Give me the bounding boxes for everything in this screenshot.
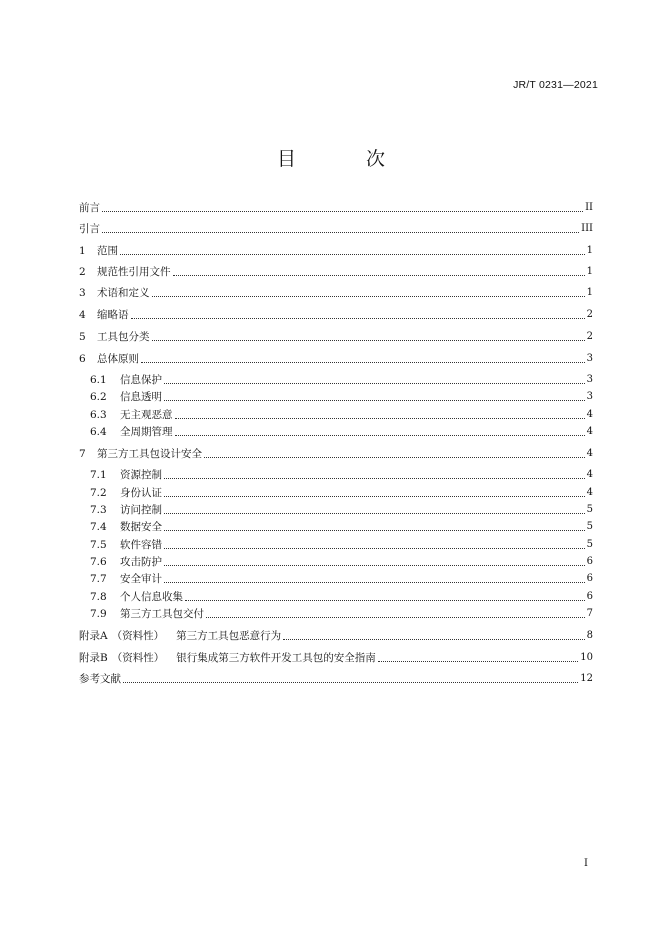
toc-dot-leader — [164, 565, 585, 566]
toc-entry — [79, 286, 593, 300]
toc-entry-title: 术语和定义 — [97, 287, 150, 299]
toc-entry-title: 攻击防护 — [120, 556, 162, 568]
toc-page-number: 5 — [586, 504, 593, 515]
toc-page-number: II — [585, 202, 593, 213]
toc-page-number: III — [581, 223, 593, 234]
toc-entry-title: 范围 — [97, 245, 118, 257]
toc-dot-leader — [378, 661, 579, 662]
toc-entry-number: 1 — [79, 245, 86, 257]
toc-entry-number: 3 — [79, 287, 86, 299]
toc-entry-title: 身份认证 — [120, 487, 162, 499]
toc-entry-number: 7.7 — [90, 573, 107, 585]
toc-entry — [90, 408, 593, 422]
toc-entry-title: 第三方工具包恶意行为 — [176, 630, 282, 642]
toc-dot-leader — [131, 318, 585, 319]
toc-entry-title: 个人信息收集 — [120, 591, 183, 603]
toc-entry-title: 第三方工具包设计安全 — [97, 448, 202, 460]
toc-dot-leader — [164, 582, 585, 583]
toc-page-number: 3 — [586, 353, 593, 364]
toc-page-number: 5 — [586, 521, 593, 532]
toc-entry-title: 参考文献 — [79, 673, 121, 685]
toc-entry-title: 信息保护 — [120, 374, 162, 386]
toc-page-number: 8 — [586, 630, 593, 641]
toc-entry-title: 银行集成第三方软件开发工具包的安全指南 — [176, 652, 376, 664]
toc-dot-leader — [152, 340, 585, 341]
toc-dot-leader — [175, 435, 585, 436]
toc-page-number: 3 — [586, 374, 593, 385]
toc-entry-number: 6.2 — [90, 391, 107, 403]
toc-entry-title: 工具包分类 — [97, 331, 150, 343]
toc-dot-leader — [164, 383, 585, 384]
toc-entry — [90, 520, 593, 534]
toc-entry — [90, 607, 593, 621]
toc-dot-leader — [123, 682, 578, 683]
toc-entry — [90, 373, 593, 387]
toc-entry — [90, 425, 593, 439]
toc-entry — [90, 538, 593, 552]
toc-entry-number: 7.1 — [90, 469, 107, 481]
toc-entry-title: 信息透明 — [120, 391, 162, 403]
toc-entry-number: 7 — [79, 448, 86, 460]
toc-page-number: 1 — [586, 245, 593, 256]
toc-entry-title: 第三方工具包交付 — [120, 608, 204, 620]
toc-entry — [90, 503, 593, 517]
toc-dot-leader — [164, 530, 585, 531]
toc-entry — [90, 590, 593, 604]
toc-entry-number: 6.3 — [90, 409, 107, 421]
toc-entry-title: 前言 — [79, 202, 100, 214]
toc-dot-leader — [102, 211, 583, 212]
toc-entry-number: 附录A — [79, 630, 108, 642]
toc-entry-title: 全周期管理 — [120, 426, 173, 438]
toc-dot-leader — [175, 418, 585, 419]
toc-dot-leader — [206, 617, 585, 618]
toc-dot-leader — [120, 254, 585, 255]
toc-page-number: 1 — [586, 266, 593, 277]
toc-entry — [79, 201, 593, 215]
toc-dot-leader — [164, 478, 585, 479]
toc-entry-title: 资源控制 — [120, 469, 162, 481]
toc-dot-leader — [152, 296, 585, 297]
toc-entry — [79, 651, 593, 665]
footer-page-number: I — [584, 858, 588, 869]
toc-entry-title: 缩略语 — [97, 309, 129, 321]
toc-page-number: 1 — [586, 287, 593, 298]
toc-entry — [79, 244, 593, 258]
toc-dot-leader — [164, 548, 585, 549]
toc-entry — [79, 265, 593, 279]
toc-page-number: 6 — [586, 573, 593, 584]
toc-entry-number: 4 — [79, 309, 86, 321]
toc-entry-number: 7.6 — [90, 556, 107, 568]
toc-dot-leader — [141, 362, 585, 363]
toc-entry-number: 6 — [79, 353, 86, 365]
toc-entry-title: 访问控制 — [120, 504, 162, 516]
toc-entry-number: 6.4 — [90, 426, 107, 438]
toc-entry-title: 软件容错 — [120, 539, 162, 551]
toc-page-number: 4 — [586, 426, 593, 437]
toc-entry-number: 7.4 — [90, 521, 107, 533]
toc-dot-leader — [185, 600, 585, 601]
toc-entry-number: 7.2 — [90, 487, 107, 499]
toc-page-number: 12 — [580, 673, 593, 684]
toc-entry — [90, 468, 593, 482]
toc-page-number: 6 — [586, 556, 593, 567]
toc-dot-leader — [164, 513, 585, 514]
toc-entry-title: 安全审计 — [120, 573, 162, 585]
toc-page-number: 4 — [586, 487, 593, 498]
toc-dot-leader — [102, 232, 579, 233]
toc-entry — [79, 222, 593, 236]
toc-entry — [79, 308, 593, 322]
toc-page-number: 2 — [586, 309, 593, 320]
toc-entry-title: 规范性引用文件 — [97, 266, 171, 278]
toc-appendix-type: （资料性） — [111, 630, 165, 642]
toc-page-number: 3 — [586, 391, 593, 402]
toc-page-number: 4 — [586, 409, 593, 420]
toc-entry — [79, 672, 593, 686]
toc-entry-number: 6.1 — [90, 374, 107, 386]
toc-page-number: 2 — [586, 331, 593, 342]
toc-dot-leader — [173, 275, 585, 276]
toc-entry-number: 7.8 — [90, 591, 107, 603]
toc-entry — [79, 447, 593, 461]
toc-page-number: 4 — [586, 469, 593, 480]
toc-entry-number: 2 — [79, 266, 86, 278]
toc-page-number: 7 — [586, 608, 593, 619]
toc-entry-number: 附录B — [79, 652, 108, 664]
toc-entry-number: 7.5 — [90, 539, 107, 551]
toc-entry-number: 5 — [79, 331, 86, 343]
toc-dot-leader — [283, 639, 585, 640]
toc-entry — [90, 572, 593, 586]
toc-entry-title: 无主观恶意 — [120, 409, 173, 421]
page-title: 目 次 — [276, 148, 418, 170]
toc-dot-leader — [204, 457, 585, 458]
toc-entry-number: 7.3 — [90, 504, 107, 516]
toc-dot-leader — [164, 496, 585, 497]
toc-entry — [79, 352, 593, 366]
toc-page-number: 5 — [586, 539, 593, 550]
toc-entry-number: 7.9 — [90, 608, 107, 620]
toc-page-number: 4 — [586, 448, 593, 459]
toc-page-number: 10 — [580, 652, 593, 663]
toc-page-number: 6 — [586, 591, 593, 602]
toc-appendix-type: （资料性） — [111, 652, 165, 664]
document-code: JR/T 0231—2021 — [513, 79, 598, 91]
toc-entry — [79, 330, 593, 344]
toc-entry — [79, 629, 593, 643]
toc-dot-leader — [164, 400, 585, 401]
toc-entry-title: 总体原则 — [97, 353, 139, 365]
toc-entry-title: 引言 — [79, 223, 100, 235]
toc-entry — [90, 555, 593, 569]
toc-entry — [90, 486, 593, 500]
toc-entry-title: 数据安全 — [120, 521, 162, 533]
toc-entry — [90, 390, 593, 404]
